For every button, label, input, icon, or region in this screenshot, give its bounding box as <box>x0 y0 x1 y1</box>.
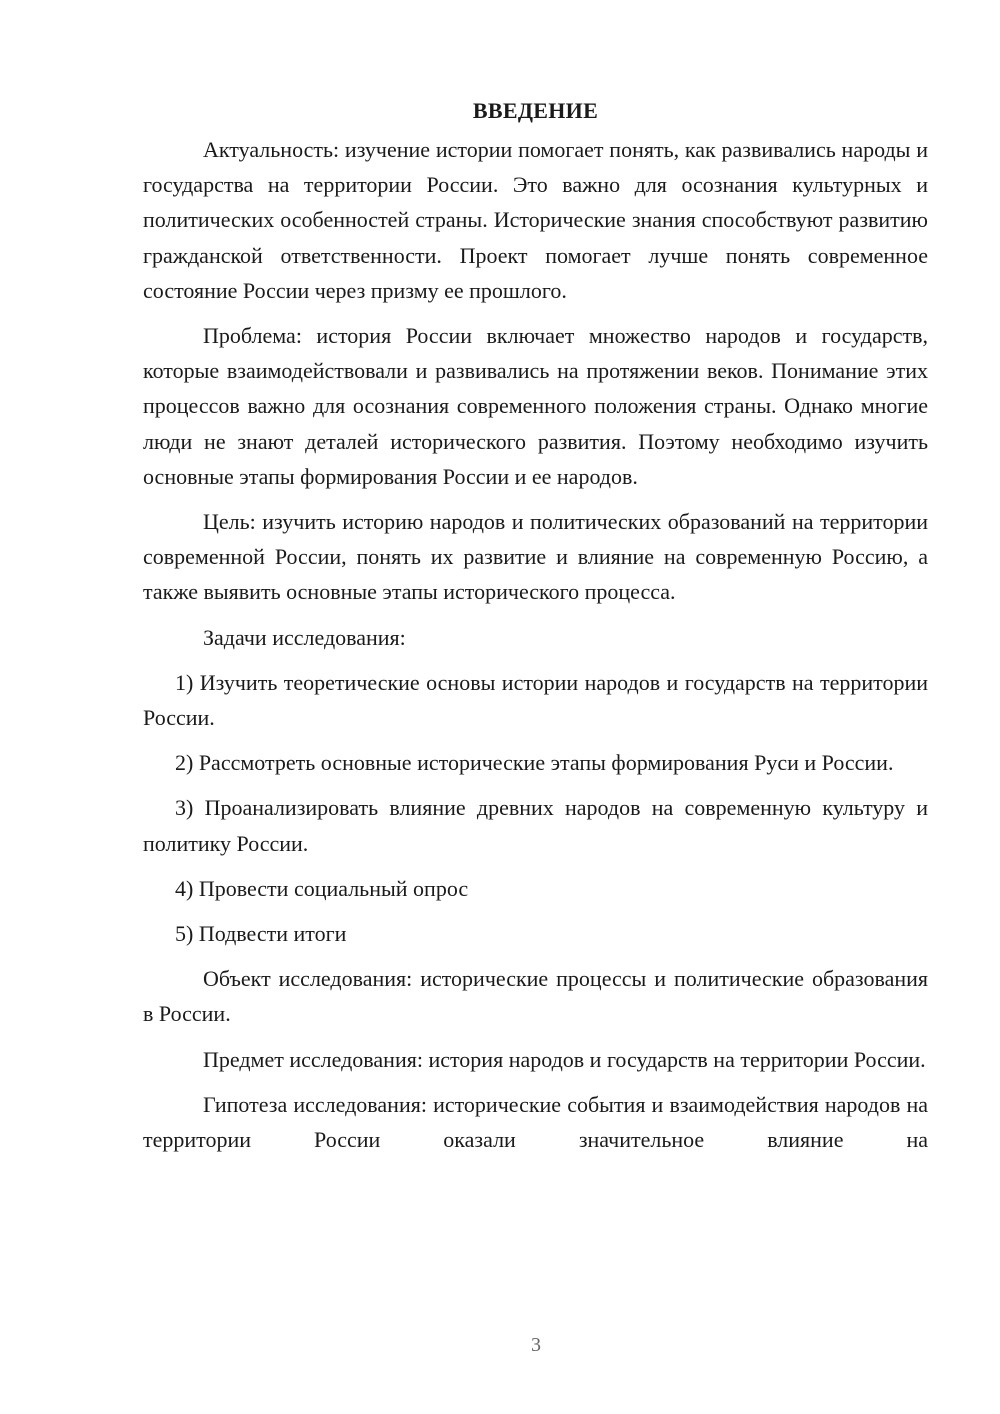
task-item-3: 3) Проанализировать влияние древних народов на современную культуру и политику России. <box>143 795 928 856</box>
task-item-1: 1) Изучить теоретические основы истории народов и государств на территории России. <box>143 669 928 731</box>
paragraph-relevance: Актуальность: изучение истории помогает понять, как развивались народы и государства на территории России. Это важно для осознания культурных и политических особенностей страны. Исторические знания способствуют развитию гражданской ответственности. Проект помогает лучше понять современное состояние России через призму ее прошлого. <box>143 137 928 303</box>
paragraph-goal: Цель: изучить историю народов и политических образований на территории современной России, понять их развитие и влияние на современную Россию, а также выявить основные этапы исторического процесса. <box>143 509 928 605</box>
task-item-2: 2) Рассмотреть основные исторические этапы формирования Руси и России. <box>175 750 894 776</box>
paragraph-hypothesis: Гипотеза исследования: исторические события и взаимодействия народов на территории России оказали значительное влияние на <box>143 1091 928 1153</box>
document-page <box>143 96 928 1167</box>
task-item-4: 4) Провести социальный опрос <box>175 875 469 901</box>
paragraph-problem: Проблема: история России включает множество народов и государств, которые взаимодействовали и развивались на протяжении веков. Понимание этих процессов важно для осознания современного положения страны. Однако многие люди не знают деталей исторического развития. Поэтому необходимо изучить основные этапы формирования России и ее народов. <box>143 323 928 489</box>
paragraph-subject: Предмет исследования: история народов и государств на территории России. <box>203 1046 926 1072</box>
task-item-5: 5) Подвести итоги <box>175 921 347 947</box>
paragraph-tasks-heading: Задачи исследования: <box>203 624 406 650</box>
page-title: ВВЕДЕНИЕ <box>472 98 599 123</box>
page-number: 3 <box>531 1334 541 1356</box>
paragraph-object: Объект исследования: исторические процессы и политические образования в России. <box>143 966 928 1027</box>
